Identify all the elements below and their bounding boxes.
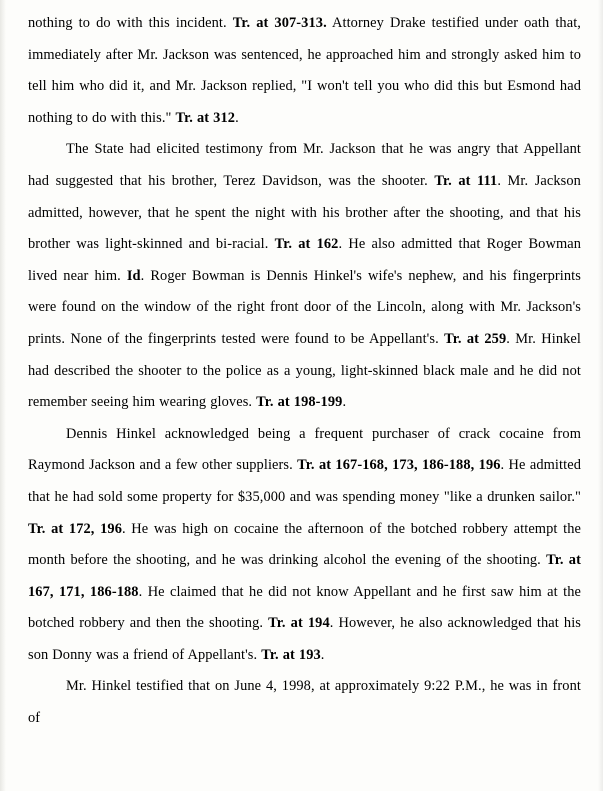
citation-reference: Tr. at 307-313. [232,15,327,31]
paragraph [28,134,581,418]
citation-reference: Tr. at 167, 171, 186-188 [28,552,581,600]
text-run: . Roger Bowman is Dennis Hinkel's wife's nephew, and his fingerprints were found on the window of the right front door of the Lincoln, along with Mr. Jackson's prints. None of the fingerprints tested were found to be Appellant's. [28,267,581,347]
text-run: . Mr. Jackson admitted, however, that he spent the night with his brother after the shooting, and that his brother was light-skinned and bi-racial. [28,172,581,253]
text-run: . [342,394,347,411]
citation-reference: Tr. at 193 [261,646,321,663]
text-run: Attorney Drake testified under oath that, immediately after Mr. Jackson was sentenced, he approached him and strongly asked him to tell him who did it, and Mr. Jackson replied, "I won't tell you who did this but Esmond had nothing to do with this." [28,15,581,126]
text-run: . Mr. Hinkel had described the shooter to the police as a young, light-skinned black male and he did not remember seeing him wearing gloves. [28,330,582,411]
text-run: . He claimed that he did not know Appellant and he first saw him at the botched robbery and then the shooting. [28,583,582,632]
text-run: . He also admitted that Roger Bowman lived near him. [28,236,582,284]
citation-reference: Tr. at 111 [434,172,498,189]
text-run: . [235,109,239,126]
text-run: . He admitted that he had sold some property for $35,000 and was spending money "like a drunken sailor." [28,457,581,505]
paragraph [28,671,581,734]
citation-reference: Tr. at 194 [268,615,330,632]
text-run: Mr. Hinkel testified that on June 4, 1998, at approximately 9:22 P.M., he was in front of [28,678,581,727]
citation-reference: Tr. at 259 [444,330,507,347]
text-run: . [320,646,325,663]
paragraph [28,419,581,672]
text-run: The State had elicited testimony from Mr. Jackson that he was angry that Appellant had suggested that his brother, Terez Davidson, was the shooter. [28,141,581,189]
text-run: . He was high on cocaine the afternoon of the botched robbery attempt the month before the shooting, and he was drinking alcohol the evening of the shooting. [28,520,581,569]
text-run: . However, he also acknowledged that his son Donny was a friend of Appellant's. [28,615,582,663]
page-left-edge-shadow [0,0,6,791]
citation-reference: Tr. at 312 [175,109,236,126]
citation-reference: Tr. at 162 [274,236,339,253]
document-body [28,8,581,735]
citation-reference: Id [126,267,141,284]
paragraph [28,8,581,134]
citation-reference: Tr. at 172, 196 [28,520,122,537]
citation-reference: Tr. at 167-168, 173, 186-188, 196 [297,457,501,474]
text-run: nothing to do with this incident. [28,15,233,31]
page-right-edge-shadow [598,0,603,791]
text-run: Dennis Hinkel acknowledged being a frequent purchaser of crack cocaine from Raymond Jackson and a few other suppliers. [28,425,581,474]
citation-reference: Tr. at 198-199 [256,394,343,411]
